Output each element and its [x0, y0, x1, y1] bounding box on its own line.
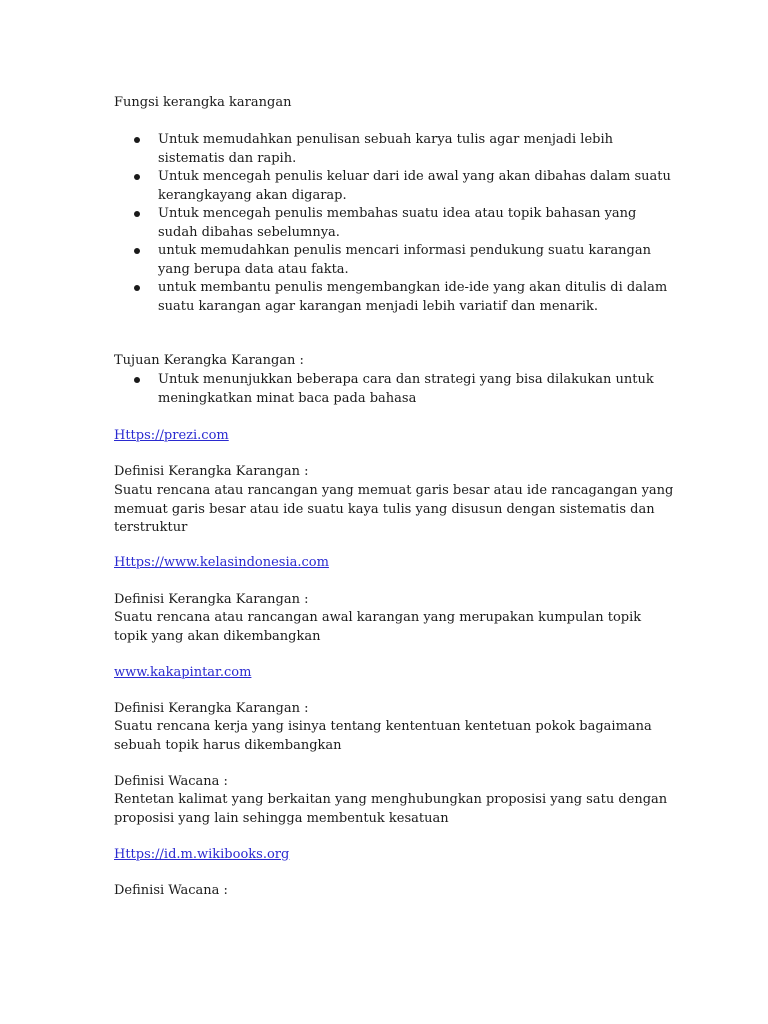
definition-body: Rentetan kalimat yang berkaitan yang menghubungkan proposisi yang satu dengan proposisi yang lain sehingga membentuk kesatuan — [114, 792, 668, 826]
list-item: Untuk mencegah penulis keluar dari ide awal yang akan dibahas dalam suatu kerangkayang akan digarap. — [114, 168, 674, 205]
bullet-icon — [134, 285, 140, 291]
bullet-icon — [134, 137, 140, 143]
bullet-icon — [134, 248, 140, 254]
tujuan-heading: Tujuan Kerangka Karangan : — [114, 353, 304, 368]
bullet-icon — [134, 377, 140, 383]
list-item: Untuk menunjukkan beberapa cara dan strategi yang bisa dilakukan untuk meningkatkan minat baca pada bahasa — [114, 371, 674, 408]
definition-heading: Definisi Kerangka Karangan : — [114, 464, 309, 479]
fungsi-heading: Fungsi kerangka karangan — [114, 95, 292, 110]
definition-heading: Definisi Kerangka Karangan : — [114, 592, 309, 607]
definition-body: Suatu rencana atau rancangan yang memuat garis besar atau ide rancagangan yang memuat garis besar atau ide suatu kaya tulis yang disusun dengan sistematis dan terstruktur — [114, 483, 674, 535]
list-item: Untuk mencegah penulis membahas suatu idea atau topik bahasan yang sudah dibahas sebelumnya. — [114, 205, 674, 242]
list-item: Untuk memudahkan penulisan sebuah karya tulis agar menjadi lebih sistematis dan rapih. — [114, 131, 674, 168]
bullet-icon — [134, 174, 140, 180]
source-link-wikibooks[interactable]: Https://id.m.wikibooks.org — [114, 847, 290, 862]
tujuan-list — [114, 371, 674, 408]
source-link-kelasindonesia[interactable]: Https://www.kelasindonesia.com — [114, 555, 329, 570]
source-link-kakapintar[interactable]: www.kakapintar.com — [114, 665, 252, 680]
source-link-prezi[interactable]: Https://prezi.com — [114, 428, 229, 443]
definition-heading: Definisi Wacana : — [114, 883, 228, 898]
fungsi-list — [114, 131, 674, 316]
definition-body: Suatu rencana atau rancangan awal karangan yang merupakan kumpulan topik topik yang akan dikembangkan — [114, 610, 642, 644]
definition-heading: Definisi Kerangka Karangan : — [114, 701, 309, 716]
list-item: untuk membantu penulis mengembangkan ide-ide yang akan ditulis di dalam suatu karangan agar karangan menjadi lebih variatif dan menarik. — [114, 279, 674, 316]
list-item: untuk memudahkan penulis mencari informasi pendukung suatu karangan yang berupa data atau fakta. — [114, 242, 674, 279]
bullet-icon — [134, 211, 140, 217]
definition-body: Suatu rencana kerja yang isinya tentang kententuan kentetuan pokok bagaimana sebuah topik harus dikembangkan — [114, 719, 652, 753]
definition-heading: Definisi Wacana : — [114, 774, 228, 789]
